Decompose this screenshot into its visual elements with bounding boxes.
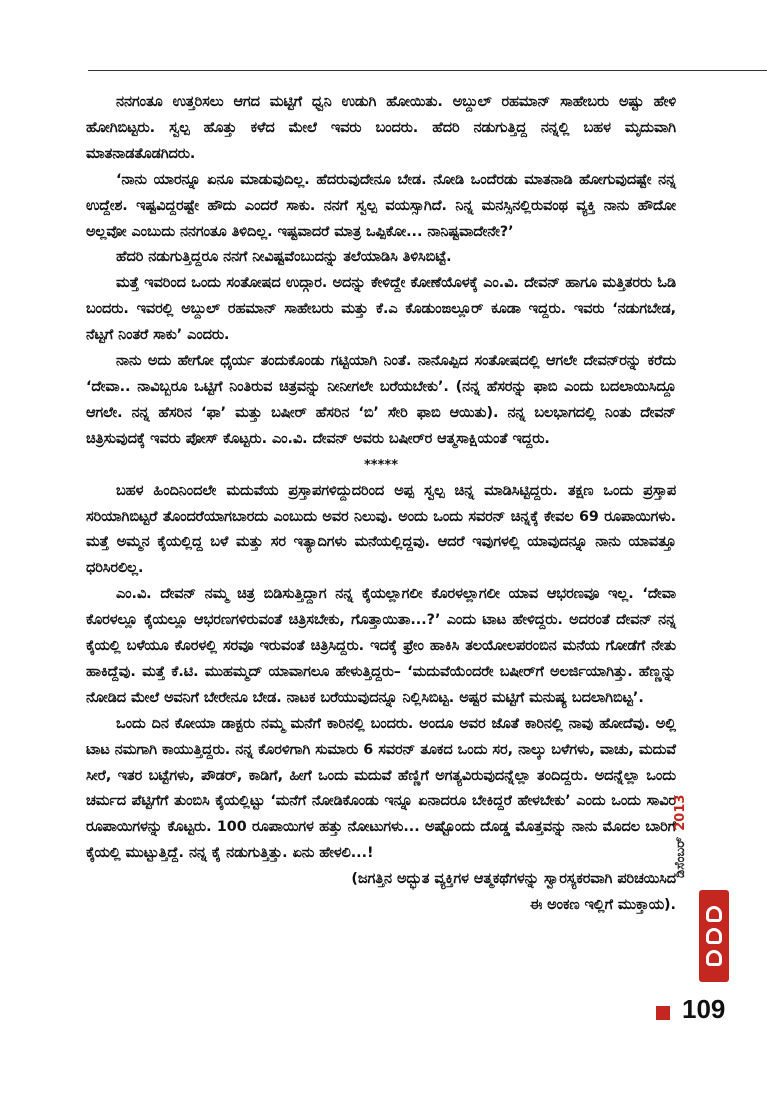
paragraph: ನಾನು ಅದು ಹೇಗೋ ಧೈರ್ಯ ತಂದುಕೊಂಡು ಗಟ್ಟಿಯಾಗಿ ನಿಂತೆ. ನಾನೊಪ್ಪಿದ ಸಂತೋಷದಲ್ಲಿ ಆಗಲೇ ದೇವನ್‌ರನ್ನು ಕರೆದು ‘ದೇವಾ.. ನಾವಿಬ್ಬರೂ ಒಟ್ಟಿಗೆ ನಿಂತಿರುವ ಚಿತ್ರವನ್ನು ನೀನೀಗಲೇ ಬರೆಯಬೇಕು’. (ನನ್ನ ಹೆಸರನ್ನು ಫಾಬಿ ಎಂದು ಬದಲಾಯಿಸಿದ್ದೂ ಆಗಲೇ. ನನ್ನ ಹೆಸರಿನ ‘ಫಾ’ ಮತ್ತು ಬಷೀರ್ ಹೆಸರಿನ ‘ಬಿ’ ಸೇರಿ ಫಾಬಿ ಆಯಿತು). ನನ್ನ ಬಲಭಾಗದಲ್ಲಿ ನಿಂತು ದೇವನ್ ಚಿತ್ರಿಸುವುದಕ್ಕೆ ಇವರು ಪೋಸ್ ಕೊಟ್ಟರು. ಎಂ.ವಿ. ದೇವನ್ ಅವರು ಬಷೀರ್‌ರ ಆತ್ಮಸಾಕ್ಷಿಯಂತೆ ಇದ್ದರು. [86,353,676,447]
page-number: 109 [682,994,726,1024]
logo-icon [699,890,729,982]
section-separator: ***** [364,457,398,473]
closing-note-line-2: ಈ ಅಂಕಣ ಇಲ್ಲಿಗೆ ಮುಕ್ತಾಯ). [529,897,676,914]
paragraph: ಎಂ.ವಿ. ದೇವನ್ ನಮ್ಮ ಚಿತ್ರ ಬಿಡಿಸುತ್ತಿದ್ದಾಗ ನನ್ನ ಕೈಯಲ್ಲಾಗಲೀ ಕೊರಳಲ್ಲಾಗಲೀ ಯಾವ ಆಭರಣವೂ ಇಲ್ಲ. ‘ದೇವಾ ಕೊರಳಲ್ಲೂ ಕೈಯಲ್ಲೂ ಆಭರಣಗಳಿರುವಂತೆ ಚಿತ್ರಿಸಬೇಕು, ಗೊತ್ತಾಯಿತಾ...?’ ಎಂದು ಟಾಟ ಹೇಳಿದ್ದರು. ಅದರಂತೆ ದೇವನ್ ನನ್ನ ಕೈಯಲ್ಲಿ ಬಳೆಯೂ ಕೊರಳಲ್ಲಿ ಸರವೂ ಇರುವಂತೆ ಚಿತ್ರಿಸಿದ್ದರು. ಇದಕ್ಕೆ ಫ್ರೇಂ ಹಾಕಿಸಿ ತಲಯೋಲಪರಂಬಿನ ಮನೆಯ ಗೋಡೆಗೆ ನೇತು ಹಾಕಿದ್ದೆವು. ಮತ್ತೆ ಕೆ.ಟಿ. ಮುಹಮ್ಮದ್ ಯಾವಾಗಲೂ ಹೇಳುತ್ತಿದ್ದರು– ‘ಮದುವೆಯೆಂದರೇ ಬಷೀರ್‌ಗೆ ಅಲರ್ಜಿಯಾಗಿತ್ತು. ಹೆಣ್ಣನ್ನು ನೋಡಿದ ಮೇಲೆ ಅವನಿಗೆ ಬೇರೇನೂ ಬೇಡ. ನಾಟಕ ಬರೆಯುವುದನ್ನೂ ನಿಲ್ಲಿಸಿಬಿಟ್ಟ. ಅಷ್ಟರ ಮಟ್ಟಿಗೆ ಮನುಷ್ಯ ಬದಲಾಗಿಬಿಟ್ಟ’. [86,586,676,706]
paragraph: ಒಂದು ದಿನ ಕೋಯಾ ಡಾಕ್ಟರು ನಮ್ಮ ಮನೆಗೆ ಕಾರಿನಲ್ಲಿ ಬಂದರು. ಅಂದೂ ಅವರ ಜೊತೆ ಕಾರಿನಲ್ಲಿ ನಾವು ಹೋದೆವು. ಅಲ್ಲಿ ಟಾಟ ನಮಗಾಗಿ ಕಾಯುತ್ತಿದ್ದರು. ನನ್ನ ಕೊರಳಿಗಾಗಿ ಸುಮಾರು 6 ಸವರನ್ ತೂಕದ ಒಂದು ಸರ, ನಾಲ್ಕು ಬಳೆಗಳು, ವಾಚು, ಮದುವೆ ಸೀರೆ, ಇತರ ಬಟ್ಟೆಗಳು, ಪೌಡರ್, ಕಾಡಿಗೆ, ಹೀಗೆ ಒಂದು ಮದುವೆ ಹೆಣ್ಣಿಗೆ ಅಗತ್ಯವಿರುವುದನ್ನೆಲ್ಲಾ ತಂದಿದ್ದರು. ಅದನ್ನೆಲ್ಲಾ ಒಂದು ಚರ್ಮದ ಪೆಟ್ಟಿಗೆಗೆ ತುಂಬಿಸಿ ಕೈಯಲ್ಲಿಟ್ಟು ‘ಮನೆಗೆ ನೋಡಿಕೊಂಡು ಇನ್ನೂ ಏನಾದರೂ ಬೇಕಿದ್ದರೆ ಹೇಳಬೇಕು’ ಎಂದು ಒಂದು ಸಾವಿರ ರೂಪಾಯಿಗಳನ್ನು ಕೊಟ್ಟರು. 100 ರೂಪಾಯಿಗಳ ಹತ್ತು ನೋಟುಗಳು... ಅಷ್ಟೊಂದು ದೊಡ್ಡ ಮೊತ್ತವನ್ನು ನಾನು ಮೊದಲ ಬಾರಿಗೆ ಕೈಯಲ್ಲಿ ಮುಟ್ಟುತ್ತಿದ್ದೆ. ನನ್ನ ಕೈ ನಡುಗುತ್ತಿತ್ತು. ಏನು ಹೇಳಲಿ...! [86,715,676,862]
closing-note-line-1: (ಜಗತ್ತಿನ ಅದ್ಭುತ ವ್ಯಕ್ತಿಗಳ ಆತ್ಮಕಥೆಗಳನ್ನು ಸ್ವಾರಸ್ಯಕರವಾಗಿ ಪರಿಚಯಿಸಿದ [351,871,676,888]
paragraph: ಬಹಳ ಹಿಂದಿನಿಂದಲೇ ಮದುವೆಯ ಪ್ರಸ್ತಾಪಗಳಿದ್ದುದರಿಂದ ಅಪ್ಪ ಸ್ವಲ್ಪ ಚಿನ್ನ ಮಾಡಿಸಿಟ್ಟಿದ್ದರು. ತಕ್ಷಣ ಒಂದು ಪ್ರಸ್ತಾಪ ಸರಿಯಾಗಿಬಿಟ್ಟರೆ ತೊಂದರೆಯಾಗಬಾರದು ಎಂಬುದು ಅವರ ನಿಲುವು. ಅಂದು ಒಂದು ಸವರನ್ ಚಿನ್ನಕ್ಕೆ ಕೇವಲ 69 ರೂಪಾಯಿಗಳು. ಮತ್ತೆ ಅಮ್ಮನ ಕೈಯಲ್ಲಿದ್ದ ಬಳೆ ಮತ್ತು ಸರ ಇತ್ಯಾದಿಗಳು ಮನೆಯಲ್ಲಿದ್ದವು. ಆದರೆ ಇವುಗಳಲ್ಲಿ ಯಾವುದನ್ನೂ ನಾನು ಯಾವತ್ತೂ ಧರಿಸಿರಲಿಲ್ಲ. [86,482,676,577]
paragraph: ನನಗಂತೂ ಉತ್ತರಿಸಲು ಆಗದ ಮಟ್ಟಿಗೆ ಧ್ವನಿ ಉಡುಗಿ ಹೋಯಿತು. ಅಬ್ದುಲ್ ರಹಮಾನ್ ಸಾಹೇಬರು ಅಷ್ಟು ಹೇಳಿ ಹೋಗಿಬಿಟ್ಟರು. ಸ್ವಲ್ಪ ಹೊತ್ತು ಕಳೆದ ಮೇಲೆ ಇವರು ಬಂದರು. ಹೆದರಿ ನಡುಗುತ್ತಿದ್ದ ನನ್ನಲ್ಲಿ ಬಹಳ ಮೃದುವಾಗಿ ಮಾತನಾಡತೊಡಗಿದರು. [86,94,676,162]
paragraph: ‘ನಾನು ಯಾರನ್ನೂ ಏನೂ ಮಾಡುವುದಿಲ್ಲ. ಹೆದರುವುದೇನೂ ಬೇಡ. ನೋಡಿ ಒಂದೆರಡು ಮಾತನಾಡಿ ಹೋಗುವುದಷ್ಟೇ ನನ್ನ ಉದ್ದೇಶ. ಇಷ್ಟವಿದ್ದರಷ್ಟೇ ಹೌದು ಎಂದರೆ ಸಾಕು. ನನಗೆ ಸ್ವಲ್ಪ ವಯಸ್ಸಾಗಿದೆ. ನಿನ್ನ ಮನಸ್ಸಿನಲ್ಲಿರುವಂಥ ವ್ಯಕ್ತಿ ನಾನು ಹೌದೋ ಅಲ್ಲವೋ ಎಂಬುದು ನನಗಂತೂ ತಿಳಿದಿಲ್ಲ. ಇಷ್ಟವಾದರೆ ಮಾತ್ರ ಒಪ್ಪಿಕೋ... ನಾನಿಷ್ಟವಾದೇನೇ?’ [86,171,676,240]
issue-date [670,728,690,878]
issue-month: ಡಿಸೆಂಬರ್ [672,836,688,878]
magazine-logo [688,890,740,985]
article-body [86,90,676,919]
page-marker-square [656,1006,670,1020]
paragraph: ಹೆದರಿ ನಡುಗುತ್ತಿದ್ದರೂ ನನಗೆ ನೀವಿಷ್ಟವೆಂಬುದನ್ನು ತಲೆಯಾಡಿಸಿ ತಿಳಿಸಿಬಿಟ್ಟೆ. [116,249,452,266]
paragraph: ಮತ್ತೆ ಇವರಿಂದ ಒಂದು ಸಂತೋಷದ ಉದ್ಗಾರ. ಅದನ್ನು ಕೇಳಿದ್ದೇ ಕೋಣೆಯೊಳಕ್ಕೆ ಎಂ.ವಿ. ದೇವನ್ ಹಾಗೂ ಮತ್ತಿತರರು ಓಡಿ ಬಂದರು. ಇವರಲ್ಲಿ ಅಬ್ದುಲ್ ರಹಮಾನ್ ಸಾಹೇಬರು ಮತ್ತು ಕೆ.ಎ ಕೊಡುಂಙಲ್ಲೂರ್ ಕೂಡಾ ಇದ್ದರು. ಇವರು ‘ನಡುಗಬೇಡ, ನೆಟ್ಟಗೆ ನಿಂತರೆ ಸಾಕು’ ಎಂದರು. [86,275,676,344]
issue-year: 2013 [672,794,688,831]
header-rule [88,70,767,71]
